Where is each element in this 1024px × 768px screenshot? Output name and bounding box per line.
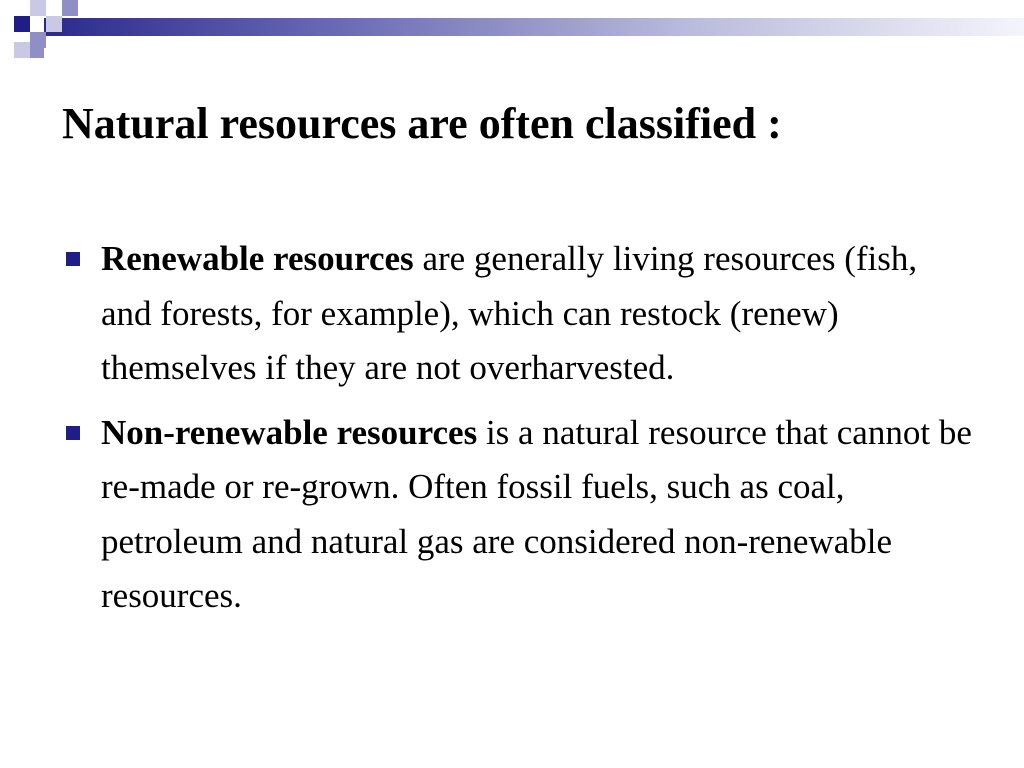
header-square-mid [30, 44, 44, 58]
bullet-list [62, 232, 972, 634]
slide-title: Natural resources are often classified : [62, 99, 782, 148]
bullet-item-non-renewable [62, 406, 972, 624]
square-bullet-icon [66, 252, 80, 266]
square-bullet-icon [66, 426, 80, 440]
header-decoration [0, 0, 1024, 64]
bullet-term: Non-renewable resources [101, 412, 478, 452]
header-square-light [30, 0, 46, 16]
header-gradient-bar [44, 18, 1024, 36]
header-square-light [46, 16, 62, 32]
bullet-text: are generally living resources (fish, and forests, for example), which can restock (renew) themselves if they are not overharvested. [101, 239, 918, 387]
bullet-item-renewable [62, 232, 972, 396]
header-square-light [14, 42, 30, 58]
header-square-mid [62, 0, 78, 16]
bullet-text: is a natural resource that cannot be re-made or re-grown. Often fossil fuels, such as coal, petroleum and natural gas are considered non-renewable resources. [101, 412, 972, 615]
header-square-dark [14, 16, 30, 32]
bullet-term: Renewable resources [101, 239, 414, 278]
